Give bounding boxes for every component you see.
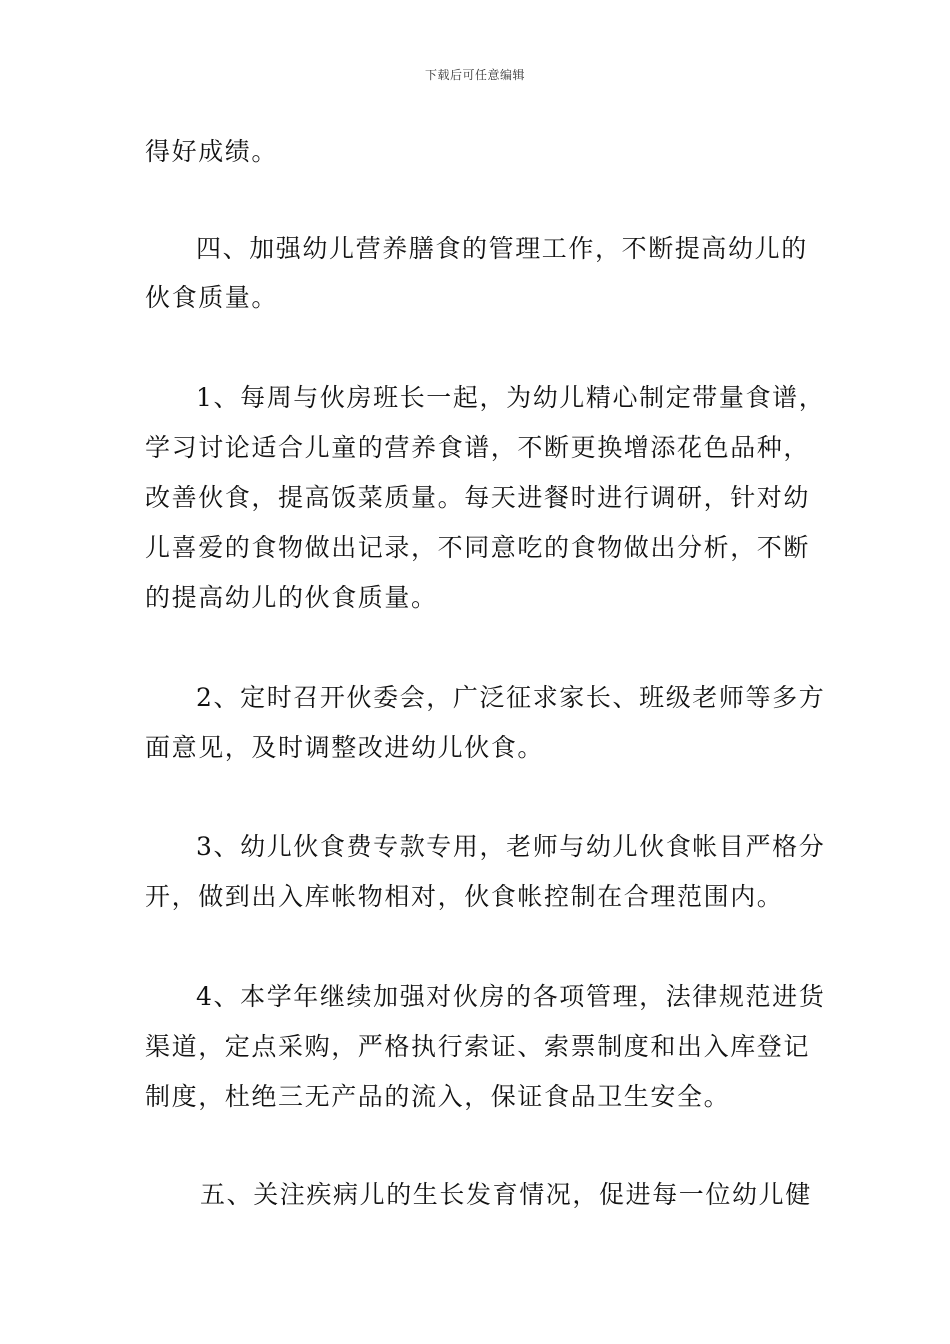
text-line: 开，做到出入库帐物相对，伙食帐控制在合理范围内。 bbox=[145, 882, 784, 911]
text-line: 得好成绩。 bbox=[145, 137, 279, 166]
text-line: 的提高幼儿的伙食质量。 bbox=[145, 583, 438, 612]
text-line: 2、定时召开伙委会，广泛征求家长、班级老师等多方 bbox=[196, 683, 826, 712]
text-line: 1、每周与伙房班长一起，为幼儿精心制定带量食谱， bbox=[196, 383, 826, 412]
text-line: 改善伙食，提高饭菜质量。每天进餐时进行调研，针对幼 bbox=[145, 483, 811, 512]
text-line: 4、本学年继续加强对伙房的各项管理，法律规范进货 bbox=[196, 982, 826, 1011]
section-heading: 四、加强幼儿营养膳食的管理工作，不断提高幼儿的 bbox=[196, 234, 808, 263]
text-line: 伙食质量。 bbox=[145, 283, 279, 312]
text-line: 儿喜爱的食物做出记录，不同意吃的食物做出分析，不断 bbox=[145, 533, 811, 562]
text-line: 面意见，及时调整改进幼儿伙食。 bbox=[145, 733, 545, 762]
section-heading: 五、关注疾病儿的生长发育情况，促进每一位幼儿健 bbox=[200, 1180, 812, 1209]
page-header: 下载后可任意编辑 bbox=[424, 68, 525, 82]
text-line: 3、幼儿伙食费专款专用，老师与幼儿伙食帐目严格分 bbox=[196, 832, 826, 861]
text-line: 渠道，定点采购，严格执行索证、索票制度和出入库登记 bbox=[145, 1032, 811, 1061]
text-line: 学习讨论适合儿童的营养食谱，不断更换增添花色品种， bbox=[145, 433, 811, 462]
text-line: 制度，杜绝三无产品的流入，保证食品卫生安全。 bbox=[145, 1082, 731, 1111]
